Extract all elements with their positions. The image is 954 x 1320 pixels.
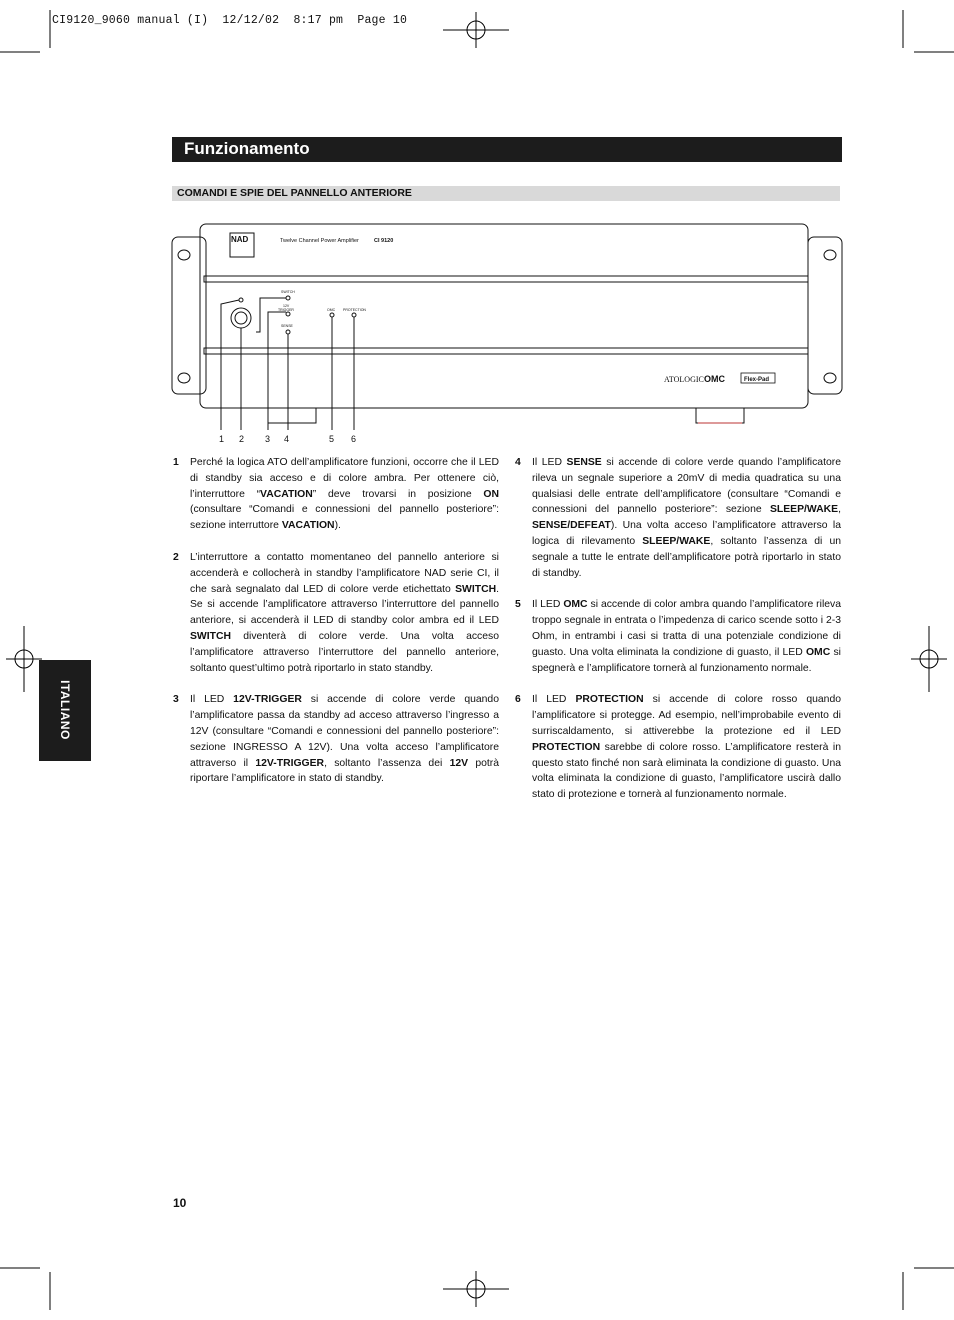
callout-5: 5 xyxy=(329,434,335,444)
list-item xyxy=(173,455,499,534)
list-item xyxy=(173,550,499,676)
callout-2: 2 xyxy=(239,434,245,444)
section-bar xyxy=(172,186,840,201)
amplifier-front-panel-diagram xyxy=(168,220,848,448)
right-ear-hole-bottom xyxy=(824,373,836,383)
list-item xyxy=(515,455,841,581)
trigger-led xyxy=(286,312,290,316)
print-header: CI9120_9060 manual (I) 12/12/02 8:17 pm Page 10 xyxy=(52,14,408,27)
left-column xyxy=(173,455,499,803)
right-ear-hole-top xyxy=(824,250,836,260)
item-number: 5 xyxy=(515,599,521,611)
upper-panel-strip xyxy=(204,276,808,282)
page-title: Funzionamento xyxy=(184,139,310,158)
item-number: 2 xyxy=(173,551,179,563)
omc-small-label: OMC xyxy=(327,308,336,312)
right-column xyxy=(515,455,841,819)
right-rack-ear xyxy=(808,237,842,394)
callout-1: 1 xyxy=(219,434,225,444)
standby-led xyxy=(239,298,243,302)
item-text: Il LED 12V-TRIGGER si accende di colore verde quando l’amplificatore passa da standby ad acceso attraverso l’ingresso a 12V (consultare “Comandi e connessioni del pannello posteriore”: sezione INGRESSO A 12V). Una volta acceso l’amplificatore attraverso il 12V-TRIGGER, soltanto l’assenza dei 12V potrà riportare l’amplificatore in stato di standby. xyxy=(190,694,500,785)
item-number: 3 xyxy=(173,694,179,706)
item-text: L’interruttore a contatto momentaneo del pannello anteriore si accenderà e collocherà in standby l’amplificatore NAD serie CI, il che sarà segnalato dal LED di colore verde etichettato SWITCH. Se si accende l’amplificatore attraverso l’interruttore del pannello anteriore, si accenderà il LED di standby color ambra ed il LED SWITCH diventerà di colore verde. Una volta acceso l’amplificatore attraverso l’interruttore del pannello anteriore, soltanto quest’ultimo potrà riportarlo in stato standby. xyxy=(190,551,499,674)
title-bar xyxy=(172,137,842,162)
left-rack-ear xyxy=(172,237,206,394)
sense-label: SENSE xyxy=(281,324,293,328)
list-item xyxy=(173,692,499,787)
left-ear-hole-top xyxy=(178,250,190,260)
omc-logo: OMC xyxy=(704,374,725,384)
switch-label: SWITCH xyxy=(281,290,295,294)
item-text: Il LED SENSE si accende di colore verde quando l’amplificatore rileva un segnale superiore a 20mV di media quadratica su una qualsiasi delle entrate dell’amplificatore (consultare “Comandi e connessioni del pannello posteriore”: sezione SLEEP/WAKE, SENSE/DEFEAT). Una volta acceso l’amplificatore attraverso la logica di rilevamento SLEEP/WAKE, soltanto l’assenza di un segnale a tutte le entrate dell’amplificatore potrà riportarlo in stato di standby. xyxy=(532,457,841,579)
language-tab-label: ITALIANO xyxy=(58,680,72,740)
model-line: Twelve Channel Power Amplifier xyxy=(280,238,359,244)
protection-small-label: PROTECTION xyxy=(343,308,366,312)
model-number: CI 9120 xyxy=(374,238,394,244)
omc-led xyxy=(330,313,334,317)
section-heading: COMANDI E SPIE DEL PANNELLO ANTERIORE xyxy=(177,187,412,199)
item-number: 6 xyxy=(515,694,521,706)
power-button xyxy=(231,308,251,328)
list-item xyxy=(515,692,841,803)
protection-led xyxy=(352,313,356,317)
item-text: Perché la logica ATO dell’amplificatore funzioni, occorre che il LED di standby sia acceso e di colore ambra. Per ottenere ciò, l’interruttore “VACATION” deve trovarsi in posizione ON (consultare “Comandi e connessioni del pannello posteriore”: sezione interruttore VACATION). xyxy=(190,457,499,532)
left-foot xyxy=(268,408,316,423)
language-tab xyxy=(39,660,91,761)
trigger-label-1: 12V xyxy=(283,304,290,308)
callout-line-3 xyxy=(256,298,286,430)
item-number: 1 xyxy=(173,457,179,468)
item-text: Il LED PROTECTION si accende di colore rosso quando l’amplificatore si protegge. Ad esempio, nell’improbabile evento di surriscaldamento, si attiverebbe la protezione ed il LED PROTECTION sarebbe di colore rosso. L’amplificatore resterà in questo stato finché non sarà eliminata la condizione di guasto. Una volta eliminata la condizione di guasto, l’amplificatore uscirà dallo stato di protezione e tornerà al funzionamento normale. xyxy=(532,694,842,801)
lower-panel-strip xyxy=(204,348,808,354)
callout-3: 3 xyxy=(265,434,271,444)
left-ear-hole-bottom xyxy=(178,373,190,383)
atologic-logo: ATOLOGIC xyxy=(664,375,704,384)
page-number: 10 xyxy=(173,1196,187,1210)
item-text: Il LED OMC si accende di color ambra quando l’amplificatore rileva troppo segnale in entrata o l’impedenza di carico scende sotto i 2-3 Ohm, in entrambi i casi si tratta di una potenziale condizione di guasto. Una volta eliminata la condizione di guasto, il LED OMC si spegnerà e l’amplificatore tornerà al funzionamento normale. xyxy=(532,599,842,674)
item-number: 4 xyxy=(515,457,521,468)
callout-6: 6 xyxy=(351,434,357,444)
trigger-label-2: TRIGGER xyxy=(278,308,294,312)
switch-led xyxy=(286,296,290,300)
callout-4: 4 xyxy=(284,434,290,444)
nad-logo: NAD xyxy=(231,235,249,244)
right-foot xyxy=(696,408,744,423)
list-item xyxy=(515,597,841,676)
flexpad-logo: Flex-Pad xyxy=(744,377,770,383)
sense-led xyxy=(286,330,290,334)
callout-line-1 xyxy=(221,300,239,430)
